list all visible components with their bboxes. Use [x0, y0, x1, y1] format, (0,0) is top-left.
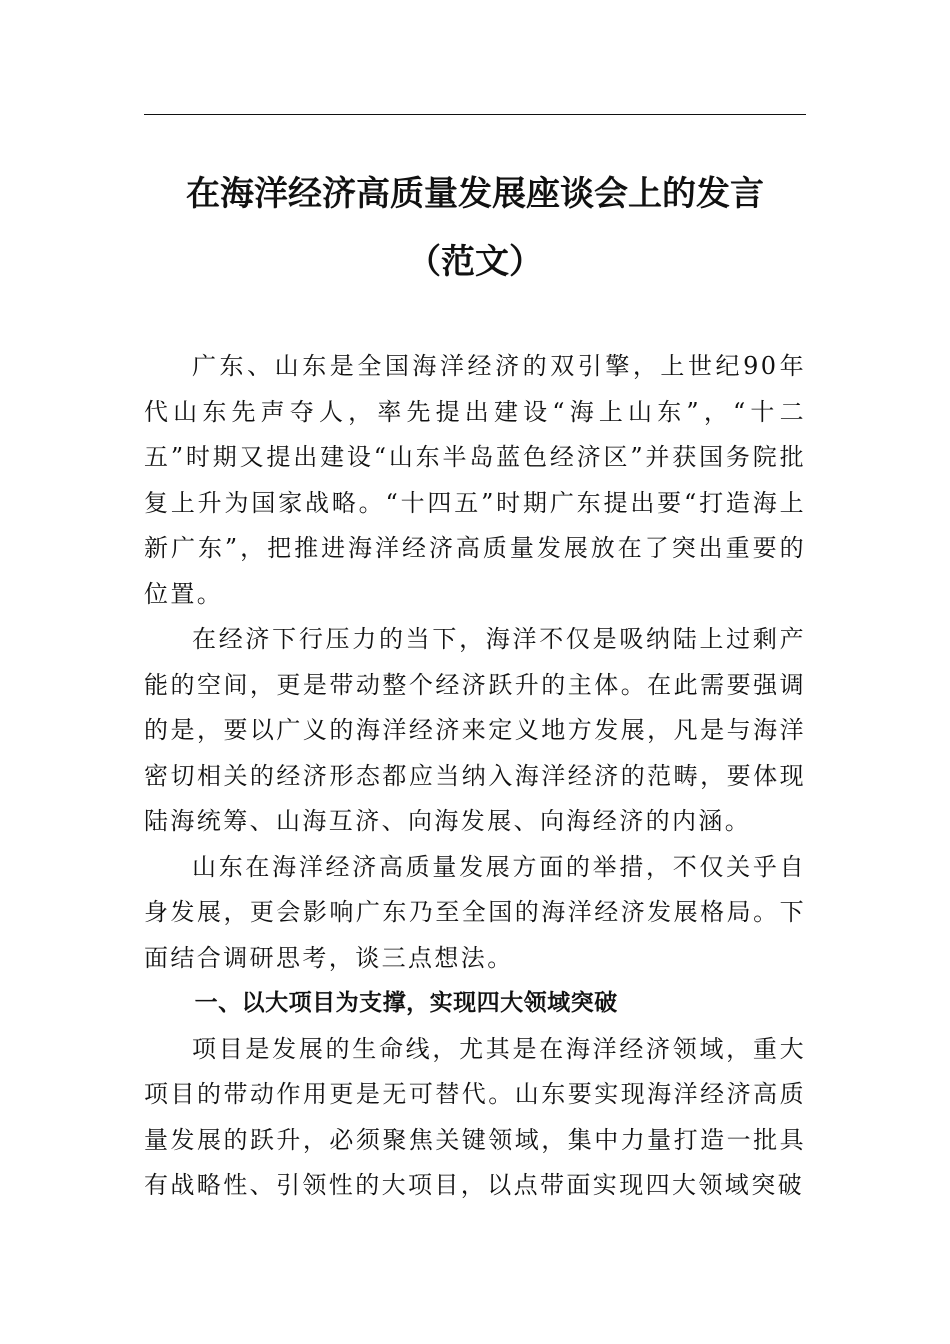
document-subtitle: （范文） — [407, 242, 543, 282]
section-heading: 一、以大项目为支撑，实现四大领域突破 — [194, 990, 618, 1016]
document-body — [144, 344, 806, 1209]
section-paragraph: 项目是发展的生命线，尤其是在海洋经济领域，重大项目的带动作用更是无可替代。山东要实现海洋经济高质量发展的跃升，必须聚焦关键领域，集中力量打造一批具有战略性、引领性的大项目，以点带面实现四大领域突破 — [144, 1034, 806, 1199]
paragraph-1: 广东、山东是全国海洋经济的双引擎，上世纪90年代山东先声夺人，率先提出建设“海上山东”，“十二五”时期又提出建设“山东半岛蓝色经济区”并获国务院批复上升为国家战略。“十四五”时期广东提出要“打造海上新广东”，把推进海洋经济高质量发展放在了突出重要的位置。 — [144, 352, 806, 608]
document-title: 在海洋经济高质量发展座谈会上的发言 — [186, 174, 764, 214]
paragraph-2: 在经济下行压力的当下，海洋不仅是吸纳陆上过剩产能的空间，更是带动整个经济跃升的主体。在此需要强调的是，要以广义的海洋经济来定义地方发展，凡是与海洋密切相关的经济形态都应当纳入海洋经济的范畴，要体现陆海统筹、山海互济、向海发展、向海经济的内涵。 — [144, 625, 806, 835]
header-rule — [144, 114, 806, 115]
paragraph-3: 山东在海洋经济高质量发展方面的举措，不仅关乎自身发展，更会影响广东乃至全国的海洋经济发展格局。下面结合调研思考，谈三点想法。 — [144, 852, 806, 972]
